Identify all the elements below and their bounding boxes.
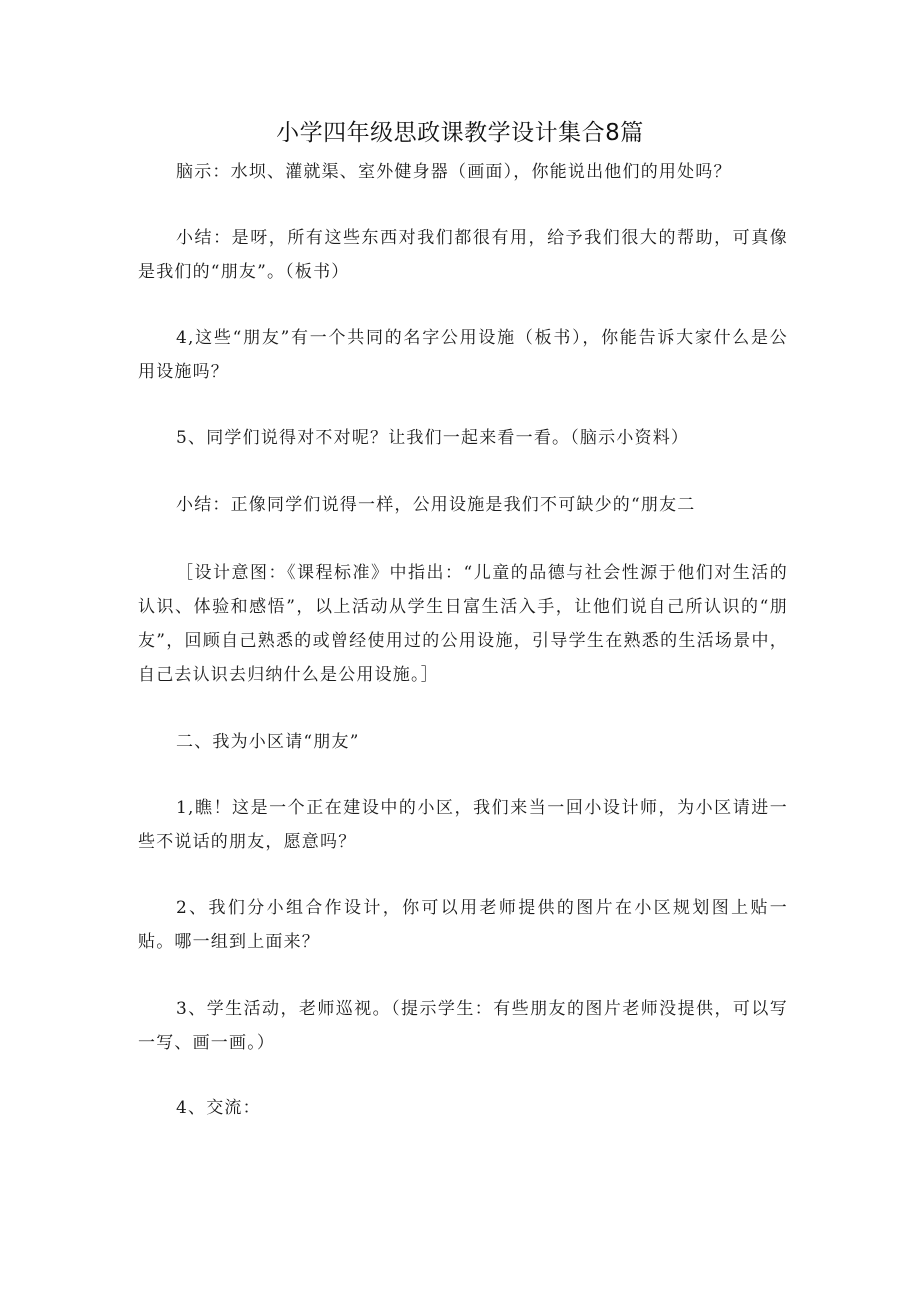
- paragraph-activity-4: 4、交流：: [176, 1098, 261, 1118]
- paragraph-activity-2: 2、我们分小组合作设计，你可以用老师提供的图片在小区规划图上贴一贴。哪一组到上面来？: [138, 898, 788, 952]
- paragraph-activity-1: 1,瞧！这是一个正在建设中的小区，我们来当一回小设计师，为小区请进一些不说话的朋友，愿意吗？: [138, 798, 788, 852]
- paragraph-summary-facilities: 小结：正像同学们说得一样，公用设施是我们不可缺少的“朋友二: [176, 495, 696, 515]
- paragraph-activity-3: 3、学生活动，老师巡视。（提示学生：有些朋友的图片老师没提供，可以写一写、画一画。）: [138, 999, 788, 1053]
- paragraph-step-5: 5、同学们说得对不对呢？让我们一起来看一看。（脑示小资料）: [176, 428, 690, 448]
- paragraph-step-4: 4,这些“朋友”有一个共同的名字公用设施（板书），你能告诉大家什么是公用设施吗？: [138, 328, 788, 382]
- document-title: 小学四年级思政课教学设计集合8篇: [276, 120, 644, 146]
- paragraph-summary-friends: 小结：是呀，所有这些东西对我们都很有用，给予我们很大的帮助，可真像是我们的“朋友”。（板书）: [138, 228, 788, 282]
- paragraph-brain-show: 脑示：水坝、灌就渠、室外健身器（画面），你能说出他们的用处吗？: [176, 162, 732, 182]
- section-heading-invite-friends: 二、我为小区请“朋友”: [176, 732, 360, 752]
- paragraph-design-intent: ［设计意图：《课程标准》中指出：“儿童的品德与社会性源于他们对生活的认识、体验和感悟”，以上活动从学生日富生活入手，让他们说自己所认识的“朋友”，回顾自己熟悉的或曾经使用过的公用设施，引导学生在熟悉的生活场景中，自己去认识去归纳什么是公用设施。］: [138, 563, 788, 685]
